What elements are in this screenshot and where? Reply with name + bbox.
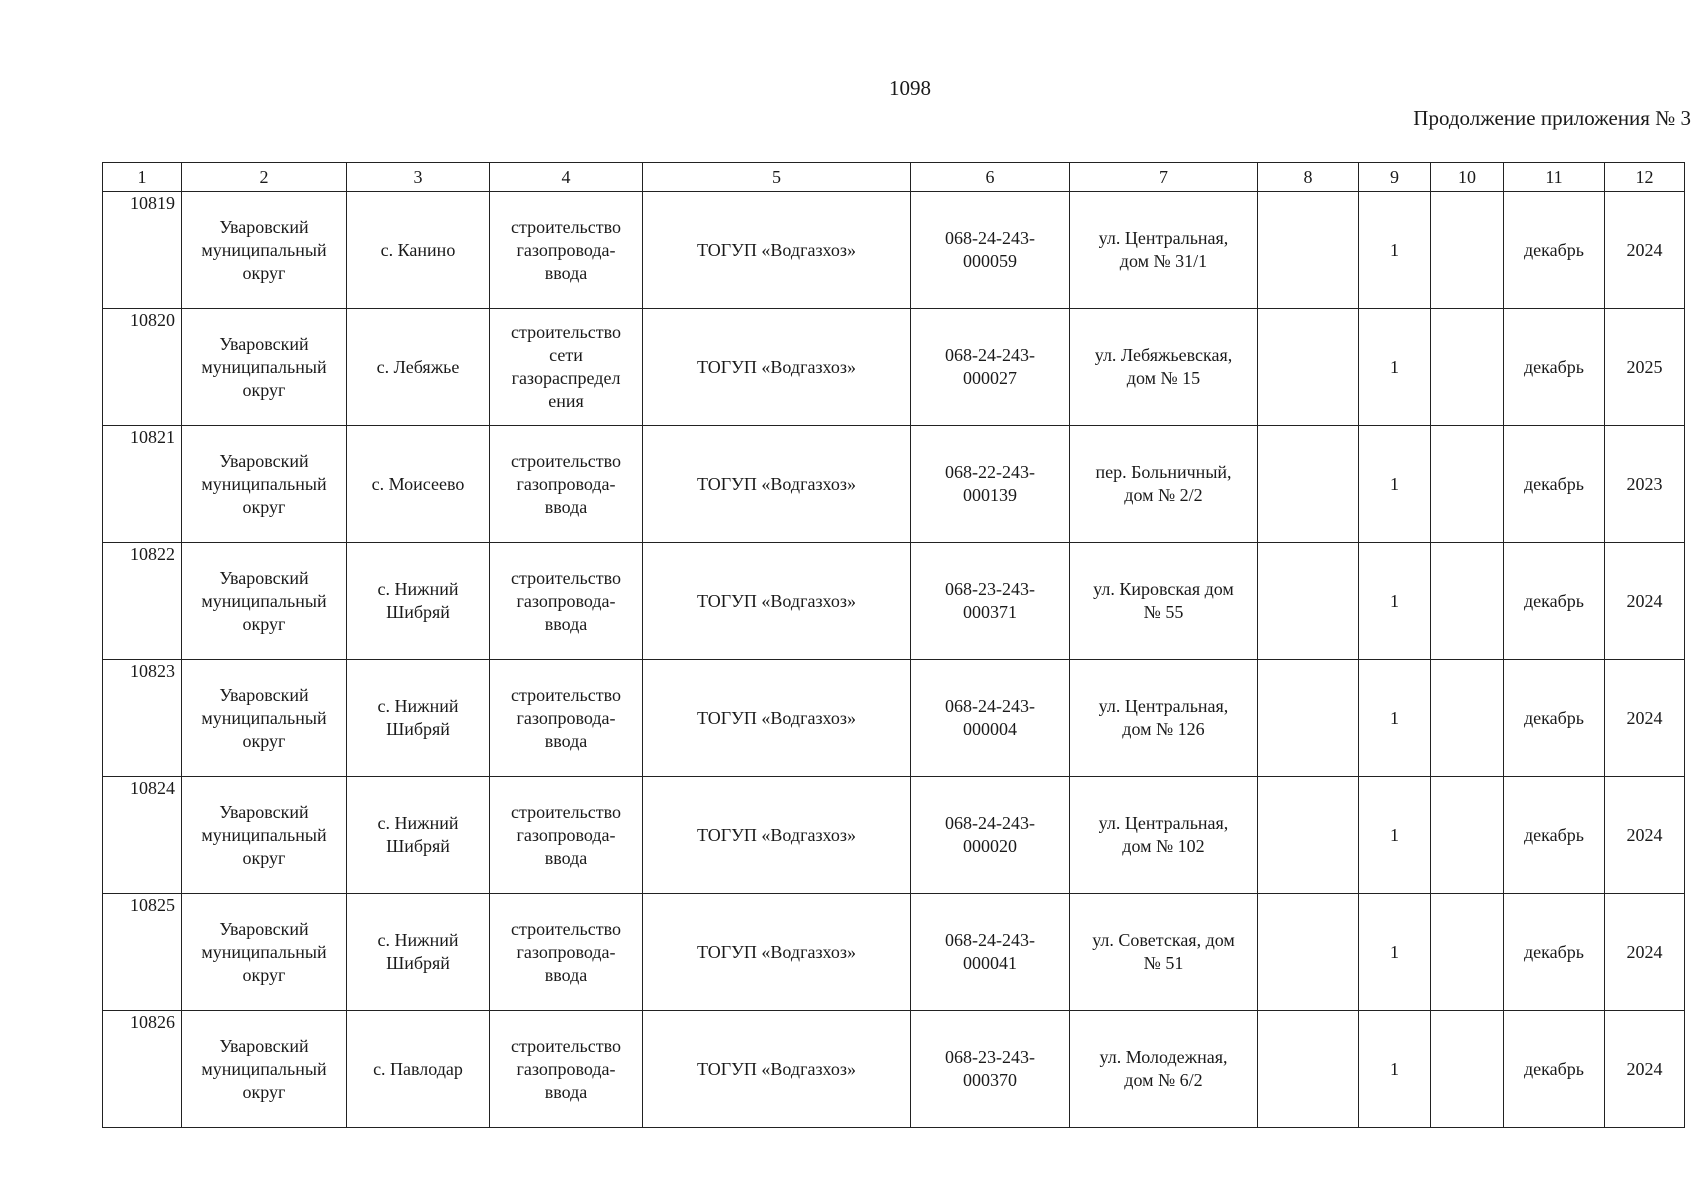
row-number-cell: 10824 (103, 777, 182, 894)
district-cell (182, 543, 347, 660)
district-cell-line: Уваровский (219, 684, 309, 705)
column-header-3: 3 (347, 163, 490, 192)
district-cell-line: Уваровский (219, 333, 309, 354)
district-cell-line: Уваровский (219, 216, 309, 237)
code-cell (911, 543, 1070, 660)
row-number-cell: 10821 (103, 426, 182, 543)
year-cell: 2023 (1605, 426, 1685, 543)
quantity-cell: 1 (1359, 660, 1431, 777)
work-type-cell-line: газопровода- (516, 239, 616, 260)
column-header-9: 9 (1359, 163, 1431, 192)
work-type-cell-line: ввода (544, 964, 588, 985)
settlement-cell-line: Шибряй (386, 602, 450, 622)
work-type-cell-line: газопровода- (516, 473, 616, 494)
code-cell-line: 068-24-243- (945, 813, 1035, 833)
settlement-cell (347, 777, 490, 894)
year-cell: 2024 (1605, 192, 1685, 309)
column-8-cell (1258, 543, 1359, 660)
code-cell-line: 068-23-243- (945, 579, 1035, 599)
work-type-cell (490, 543, 643, 660)
row-number-cell: 10823 (103, 660, 182, 777)
district-cell-line: муниципальный (201, 824, 327, 845)
code-cell-line: 068-24-243- (945, 696, 1035, 716)
column-10-cell (1431, 192, 1504, 309)
organization-cell: ТОГУП «Водгазхоз» (643, 309, 911, 426)
month-cell: декабрь (1504, 1011, 1605, 1128)
address-cell-line: дом № 15 (1126, 368, 1201, 388)
district-cell-line: округ (242, 496, 286, 517)
code-cell (911, 894, 1070, 1011)
column-10-cell (1431, 426, 1504, 543)
work-type-cell-line: строительство (511, 918, 621, 939)
table-row (103, 543, 1685, 660)
address-cell-line: дом № 2/2 (1124, 485, 1203, 505)
settlement-cell-line: Шибряй (386, 836, 450, 856)
code-cell-line: 000139 (963, 485, 1017, 505)
address-cell-line: ул. Центральная, (1098, 813, 1229, 833)
work-type-cell-line: ввода (544, 613, 588, 634)
work-type-cell (490, 894, 643, 1011)
code-cell-line: 068-24-243- (945, 228, 1035, 248)
district-cell-line: муниципальный (201, 239, 327, 260)
work-type-cell-line: строительство (511, 801, 621, 822)
column-header-6: 6 (911, 163, 1070, 192)
work-type-cell-line: строительство (511, 450, 621, 471)
settlement-cell-line: с. Нижний (377, 930, 459, 950)
district-cell-line: муниципальный (201, 941, 327, 962)
year-cell: 2025 (1605, 309, 1685, 426)
address-cell (1070, 426, 1258, 543)
work-type-cell-line: строительство (511, 684, 621, 705)
appendix-subtitle: Продолжение приложения № 3 (1413, 106, 1691, 130)
district-cell-line: Уваровский (219, 450, 309, 471)
table-row (103, 660, 1685, 777)
district-cell-line: муниципальный (201, 1058, 327, 1079)
year-cell: 2024 (1605, 894, 1685, 1011)
district-cell-line: Уваровский (219, 1035, 309, 1056)
month-cell: декабрь (1504, 543, 1605, 660)
organization-cell: ТОГУП «Водгазхоз» (643, 894, 911, 1011)
work-type-cell-line: газопровода- (516, 824, 616, 845)
code-cell-line: 068-24-243- (945, 345, 1035, 365)
district-cell-line: муниципальный (201, 590, 327, 611)
district-cell (182, 894, 347, 1011)
quantity-cell: 1 (1359, 309, 1431, 426)
district-cell (182, 660, 347, 777)
quantity-cell: 1 (1359, 543, 1431, 660)
table-row (103, 777, 1685, 894)
month-cell: декабрь (1504, 894, 1605, 1011)
district-cell (182, 777, 347, 894)
settlement-cell (347, 426, 490, 543)
address-cell-line: ул. Советская, дом (1092, 930, 1235, 950)
column-8-cell (1258, 309, 1359, 426)
district-cell-line: муниципальный (201, 473, 327, 494)
district-cell-line: округ (242, 964, 286, 985)
settlement-cell-line: Шибряй (386, 953, 450, 973)
year-cell: 2024 (1605, 660, 1685, 777)
month-cell: декабрь (1504, 777, 1605, 894)
district-cell-line: Уваровский (219, 918, 309, 939)
month-cell: декабрь (1504, 192, 1605, 309)
column-10-cell (1431, 543, 1504, 660)
organization-cell: ТОГУП «Водгазхоз» (643, 543, 911, 660)
address-cell (1070, 543, 1258, 660)
work-type-cell (490, 777, 643, 894)
code-cell (911, 660, 1070, 777)
column-header-8: 8 (1258, 163, 1359, 192)
settlement-cell (347, 660, 490, 777)
work-type-cell-line: газопровода- (516, 590, 616, 611)
column-8-cell (1258, 1011, 1359, 1128)
row-number-cell: 10826 (103, 1011, 182, 1128)
year-cell: 2024 (1605, 777, 1685, 894)
work-type-cell-line: строительство (511, 216, 621, 237)
row-number-cell: 10820 (103, 309, 182, 426)
address-cell-line: дом № 126 (1122, 719, 1205, 739)
table-row (103, 894, 1685, 1011)
column-header-11: 11 (1504, 163, 1605, 192)
address-cell-line: ул. Центральная, (1098, 228, 1229, 248)
settlement-cell-line: с. Канино (380, 239, 456, 260)
settlement-cell-line: Шибряй (386, 719, 450, 739)
column-10-cell (1431, 660, 1504, 777)
district-cell (182, 309, 347, 426)
district-cell (182, 426, 347, 543)
row-number-cell: 10819 (103, 192, 182, 309)
work-type-cell-line: ения (548, 391, 584, 411)
organization-cell: ТОГУП «Водгазхоз» (643, 660, 911, 777)
address-cell-line: дом № 31/1 (1119, 251, 1208, 271)
code-cell-line: 068-22-243- (945, 462, 1035, 482)
column-header-7: 7 (1070, 163, 1258, 192)
address-cell-line: ул. Молодежная, (1099, 1047, 1228, 1067)
settlement-cell (347, 1011, 490, 1128)
code-cell-line: 000370 (963, 1070, 1017, 1090)
work-type-cell-line: строительство (511, 1035, 621, 1056)
column-8-cell (1258, 192, 1359, 309)
address-cell-line: № 51 (1143, 953, 1184, 973)
settlement-cell-line: с. Павлодар (373, 1058, 463, 1079)
code-cell (911, 309, 1070, 426)
month-cell: декабрь (1504, 660, 1605, 777)
table-row (103, 1011, 1685, 1128)
code-cell (911, 426, 1070, 543)
address-cell-line: дом № 102 (1122, 836, 1205, 856)
table-row (103, 309, 1685, 426)
row-number-cell: 10822 (103, 543, 182, 660)
address-cell-line: № 55 (1143, 602, 1184, 622)
code-cell-line: 000027 (963, 368, 1017, 388)
work-type-cell (490, 192, 643, 309)
column-10-cell (1431, 894, 1504, 1011)
quantity-cell: 1 (1359, 894, 1431, 1011)
column-header-10: 10 (1431, 163, 1504, 192)
address-cell-line: ул. Лебяжьевская, (1094, 345, 1233, 365)
column-10-cell (1431, 777, 1504, 894)
work-type-cell-line: ввода (544, 730, 588, 751)
settlement-cell-line: с. Нижний (377, 813, 459, 833)
settlement-cell (347, 309, 490, 426)
page-number: 1098 (889, 76, 931, 100)
work-type-cell (490, 309, 643, 426)
code-cell-line: 000059 (963, 251, 1017, 271)
year-cell: 2024 (1605, 1011, 1685, 1128)
district-cell (182, 1011, 347, 1128)
code-cell-line: 000004 (963, 719, 1017, 739)
district-cell-line: округ (242, 730, 286, 751)
work-type-cell (490, 426, 643, 543)
district-cell-line: Уваровский (219, 567, 309, 588)
district-cell-line: округ (242, 379, 286, 400)
code-cell-line: 000020 (963, 836, 1017, 856)
address-cell (1070, 1011, 1258, 1128)
column-8-cell (1258, 894, 1359, 1011)
code-cell (911, 192, 1070, 309)
code-cell-line: 000041 (963, 953, 1017, 973)
district-cell-line: округ (242, 613, 286, 634)
column-header-2: 2 (182, 163, 347, 192)
quantity-cell: 1 (1359, 777, 1431, 894)
address-cell-line: пер. Больничный, (1095, 462, 1232, 482)
settlement-cell (347, 894, 490, 1011)
address-cell (1070, 777, 1258, 894)
quantity-cell: 1 (1359, 426, 1431, 543)
address-cell-line: ул. Центральная, (1098, 696, 1229, 716)
work-type-cell-line: строительство (511, 322, 621, 342)
settlement-cell (347, 192, 490, 309)
organization-cell: ТОГУП «Водгазхоз» (643, 426, 911, 543)
district-cell-line: округ (242, 1081, 286, 1102)
settlement-cell-line: с. Моисеево (371, 473, 465, 494)
code-cell-line: 000371 (963, 602, 1017, 622)
column-header-1: 1 (103, 163, 182, 192)
district-cell-line: Уваровский (219, 801, 309, 822)
table-row (103, 426, 1685, 543)
work-type-cell-line: ввода (544, 262, 588, 283)
data-table (102, 162, 1685, 1128)
column-header-12: 12 (1605, 163, 1685, 192)
row-number-cell: 10825 (103, 894, 182, 1011)
column-10-cell (1431, 309, 1504, 426)
organization-cell: ТОГУП «Водгазхоз» (643, 777, 911, 894)
month-cell: декабрь (1504, 426, 1605, 543)
work-type-cell (490, 660, 643, 777)
column-header-5: 5 (643, 163, 911, 192)
column-header-4: 4 (490, 163, 643, 192)
code-cell-line: 068-23-243- (945, 1047, 1035, 1067)
settlement-cell-line: с. Нижний (377, 696, 459, 716)
settlement-cell (347, 543, 490, 660)
address-cell (1070, 309, 1258, 426)
work-type-cell-line: газопровода- (516, 1058, 616, 1079)
district-cell-line: муниципальный (201, 356, 327, 377)
column-8-cell (1258, 777, 1359, 894)
work-type-cell-line: ввода (544, 496, 588, 517)
settlement-cell-line: с. Лебяжье (376, 356, 460, 377)
work-type-cell (490, 1011, 643, 1128)
quantity-cell: 1 (1359, 1011, 1431, 1128)
district-cell-line: округ (242, 847, 286, 868)
work-type-cell-line: ввода (544, 1081, 588, 1102)
year-cell: 2024 (1605, 543, 1685, 660)
table-row (103, 192, 1685, 309)
organization-cell: ТОГУП «Водгазхоз» (643, 1011, 911, 1128)
district-cell (182, 192, 347, 309)
column-8-cell (1258, 426, 1359, 543)
address-cell (1070, 660, 1258, 777)
column-8-cell (1258, 660, 1359, 777)
table-body (103, 192, 1685, 1128)
column-10-cell (1431, 1011, 1504, 1128)
code-cell (911, 1011, 1070, 1128)
district-cell-line: муниципальный (201, 707, 327, 728)
quantity-cell: 1 (1359, 192, 1431, 309)
header-row (103, 163, 1685, 192)
work-type-cell-line: газопровода- (516, 941, 616, 962)
work-type-cell-line: ввода (544, 847, 588, 868)
address-cell (1070, 192, 1258, 309)
address-cell-line: дом № 6/2 (1124, 1070, 1203, 1090)
code-cell-line: 068-24-243- (945, 930, 1035, 950)
work-type-cell-line: строительство (511, 567, 621, 588)
work-type-cell-line: газопровода- (516, 707, 616, 728)
work-type-cell-line: сети (549, 345, 583, 365)
district-cell-line: округ (242, 262, 286, 283)
address-cell (1070, 894, 1258, 1011)
work-type-cell-line: газораспредел (511, 368, 621, 388)
settlement-cell-line: с. Нижний (377, 579, 459, 599)
code-cell (911, 777, 1070, 894)
month-cell: декабрь (1504, 309, 1605, 426)
address-cell-line: ул. Кировская дом (1093, 579, 1234, 599)
organization-cell: ТОГУП «Водгазхоз» (643, 192, 911, 309)
